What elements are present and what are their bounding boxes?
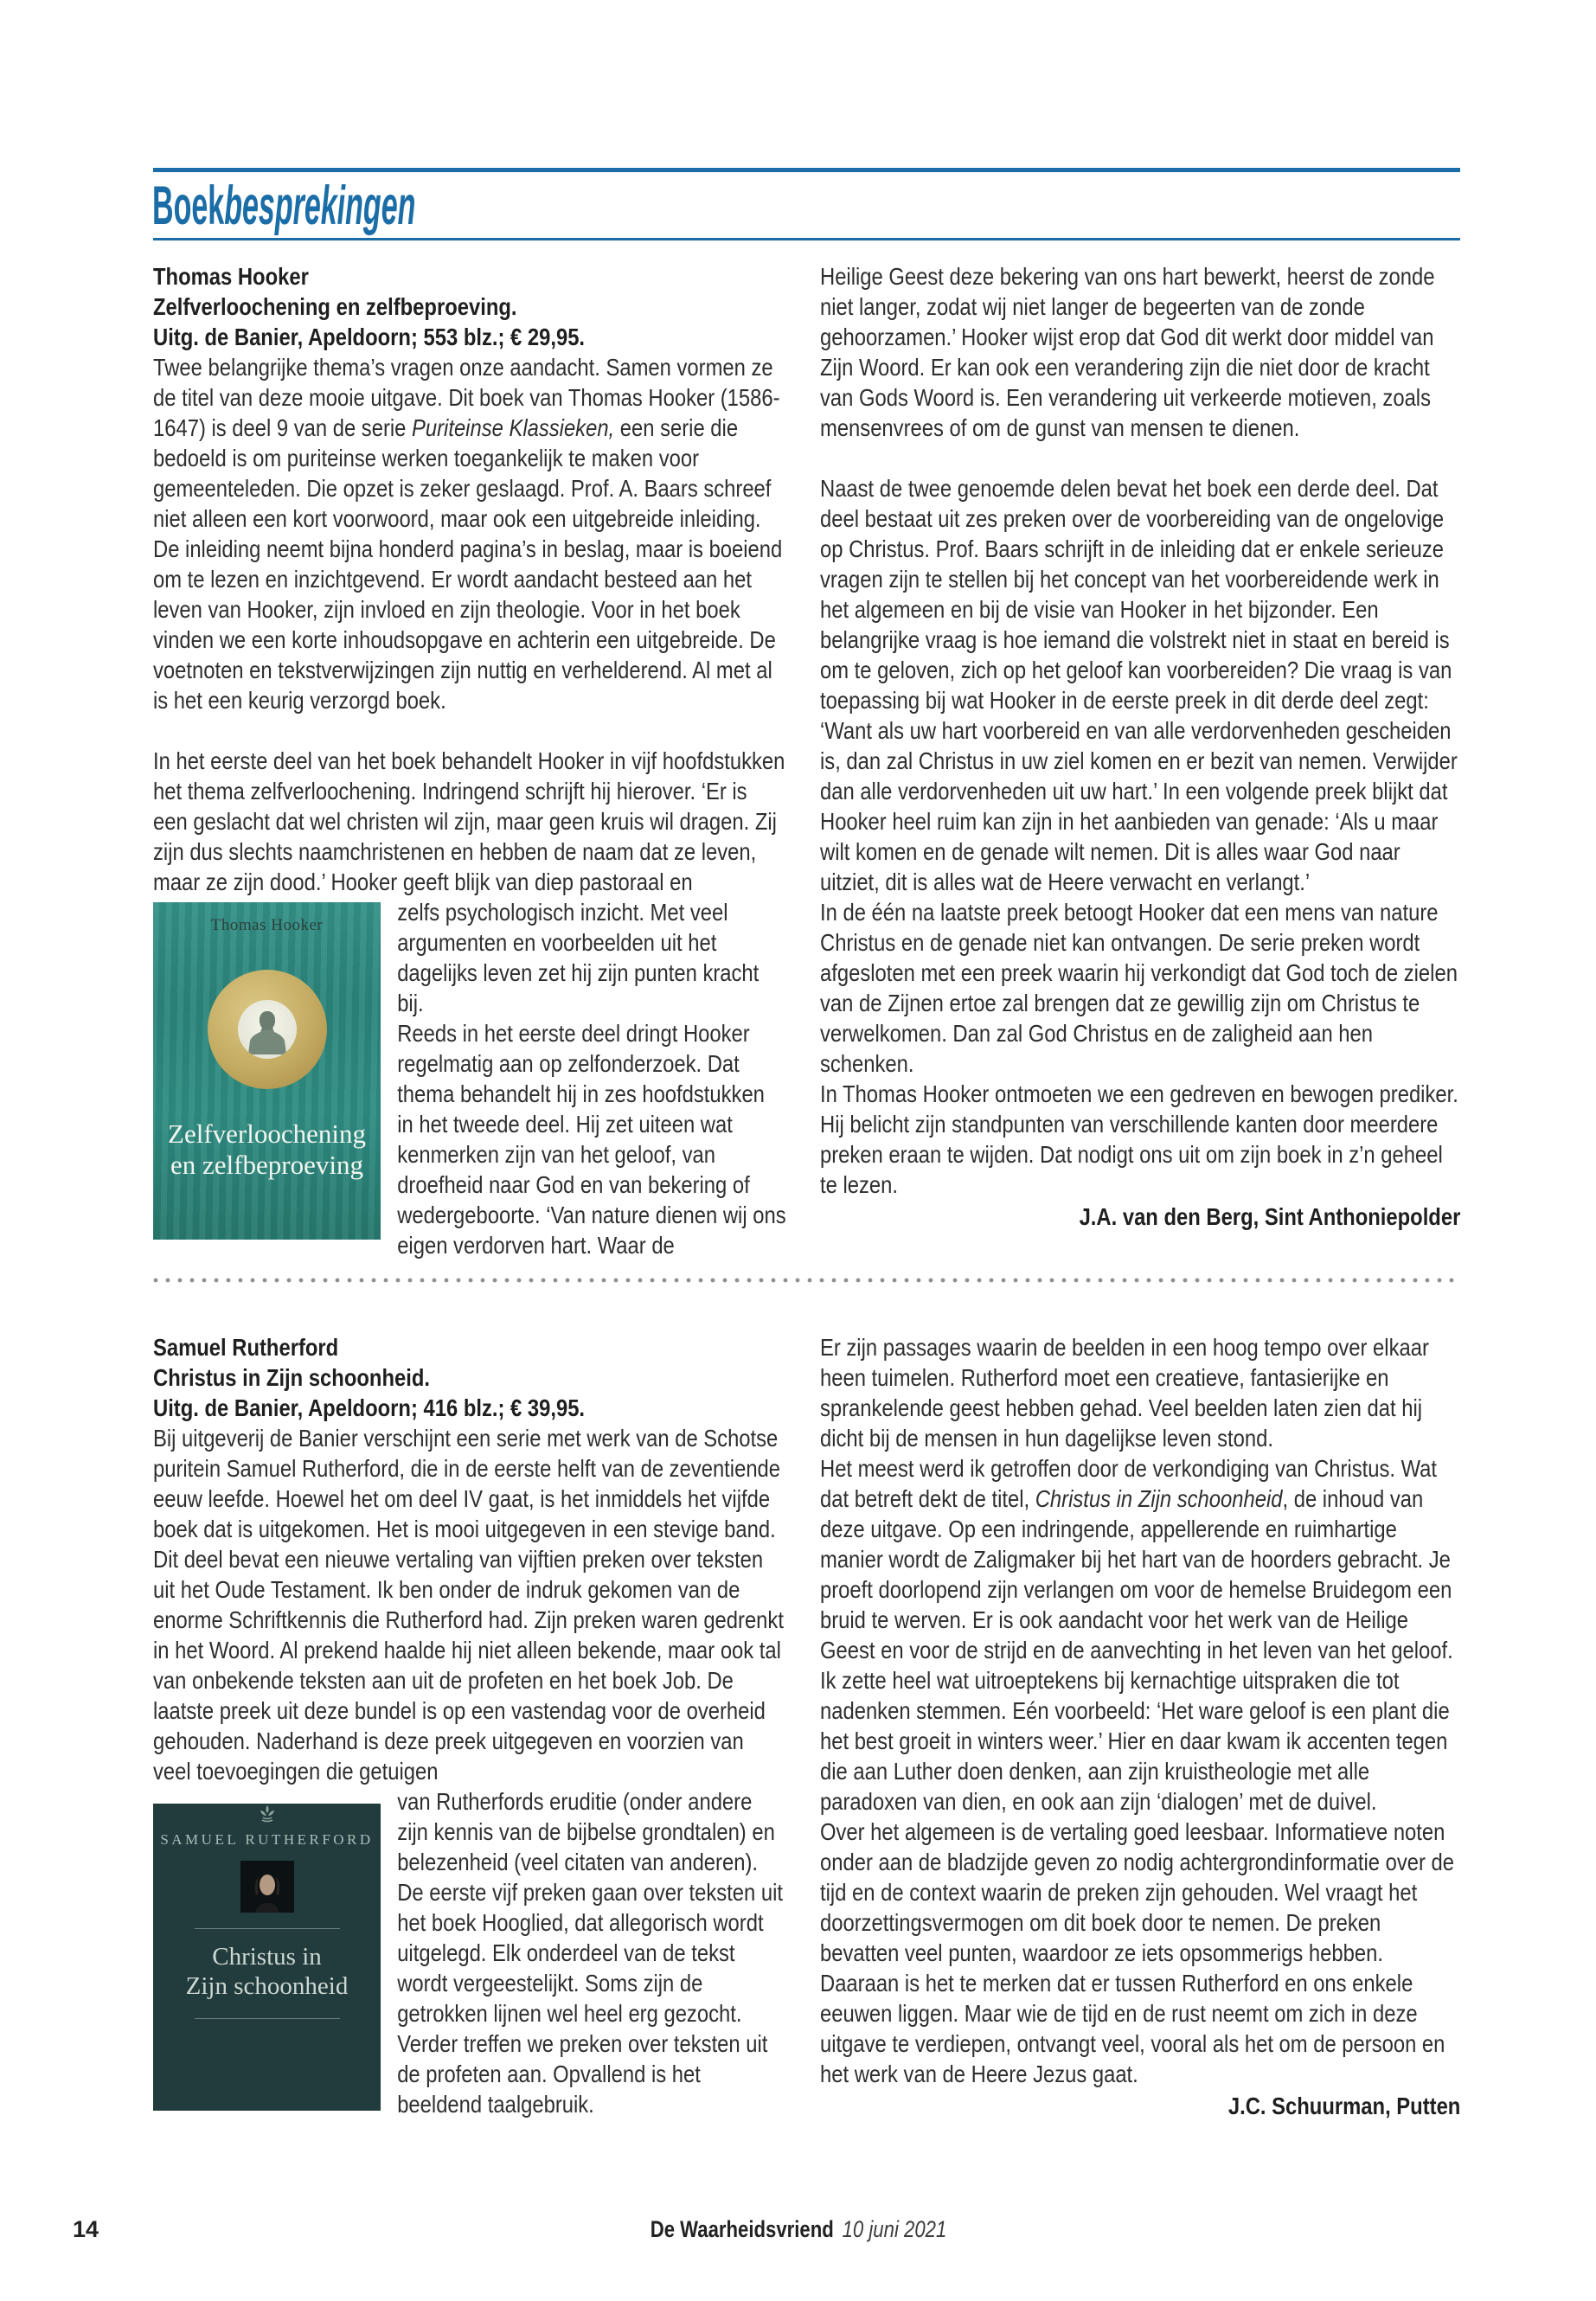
review-paragraph: Bij uitgeverij de Banier verschijnt een serie met werk van de Schotse puritein Samuel Rutherford, die in de eerste helft van de zeventiende eeuw leefde. Hoewel het om deel IV gaat, is het inmiddels het vijfde boek dat is uitgekomen. Het is mooi uitgegeven in een stevige band. Dit deel bevat een nieuwe vertaling van vijftien preken over teksten uit het Oude Testament. Ik ben onder de indruk gekomen van de enorme Schriftkennis die Rutherford had. Zijn preken waren gedrenkt in het Woord. Al prekend haalde hij niet alleen bekende, maar ook tal van onbekende teksten aan uit de profeten en het boek Job. De laatste preek uit deze bundel is op een vastendag voor de overheid gehouden. Naderhand is deze preek uitgegeven en voorzien van veel toevoegingen die getuigen bbox=[153, 1425, 784, 1785]
cover-title-line1: Zelfverloochening bbox=[168, 1118, 366, 1149]
review-signature: J.A. van den Berg, Sint Anthoniepolder bbox=[1079, 1203, 1461, 1230]
page-title-bold: Boek bbox=[152, 176, 225, 236]
review1-right-column bbox=[820, 261, 1460, 1232]
cover-title bbox=[153, 1942, 381, 2001]
cover-author-label: Thomas Hooker bbox=[210, 916, 324, 934]
author-name: Thomas Hooker bbox=[153, 263, 309, 290]
review-paragraph: Reeds in het eerste deel dringt Hooker regelmatig aan op zelfonderzoek. Dat thema behandelt hij in zes hoofdstukken in het tweede deel. Hij zet uiteen wat kenmerken zijn van het geloof, van droefheid naar God en van bekering of wedergeboorte. ‘Van nature dienen wij ons eigen verdorven hart. Waar de bbox=[397, 1020, 786, 1259]
page-title bbox=[152, 178, 415, 234]
review1-left-column bbox=[153, 261, 786, 1267]
review-paragraph: In het eerste deel van het boek behandelt Hooker in vijf hoofdstukken het thema zelfverloochening. Indringend schrijft hij hierover. ‘Er is een geslacht dat wel christen wil zijn, maar geen kruis wil dragen. Zij zijn dus slechts naamchristenen en hebben de naam dat ze leven, maar ze zijn dood.’ Hooker geeft blijk van diep pastoraal en bbox=[153, 747, 785, 895]
header-rule-bottom bbox=[153, 238, 1460, 240]
review2-right-column bbox=[820, 1332, 1460, 2121]
book-cover-samuel-rutherford bbox=[153, 1791, 378, 2155]
page-number: 14 bbox=[73, 2216, 99, 2242]
issue-date: 10 juni 2021 bbox=[842, 2216, 946, 2242]
magazine-name: De Waarheidsvriend bbox=[650, 2216, 834, 2242]
floral-ornament-icon bbox=[153, 1804, 381, 1824]
header-rule-top bbox=[153, 168, 1460, 172]
book-title: Zelfverloochening en zelfbeproeving. bbox=[153, 293, 517, 320]
review-paragraph: Heilige Geest deze bekering van ons hart bewerkt, heerst de zonde niet langer, zodat wij niet langer de begeerten van de zonde gehoorzamen.’ Hooker wijst erop dat God dit werkt door middel van Zijn Woord. Er kan ook een verandering zijn die niet door de kracht van Gods Woord is. Een verandering uit verkeerde motieven, zoals mensenvrees of om de gunst van mensen te dienen. bbox=[820, 263, 1435, 441]
dotted-divider bbox=[153, 1278, 1460, 1283]
review2-left-column bbox=[153, 1332, 786, 2162]
gold-ring bbox=[208, 970, 327, 1089]
publisher-info: Uitg. de Banier, Apeldoorn; 553 blz.; € 29,95. bbox=[153, 324, 586, 350]
page-title-italic: besprekingen bbox=[224, 176, 416, 236]
book-cover-thomas-hooker bbox=[153, 902, 378, 1260]
cover-title-line2: Zijn schoonheid bbox=[185, 1972, 349, 2000]
author-name: Samuel Rutherford bbox=[153, 1334, 339, 1361]
review-paragraph: Over het algemeen is de vertaling goed leesbaar. Informatieve noten onder aan de bladzijde geven zo nodig achtergrondinformatie over de tijd en de context waarin de preken zijn gehouden. Wel vraagt het doorzettingsvermogen om dit boek door te nemen. De preken bevatten veel punten, waardoor ze iets opsommerigs hebben. Daaraan is het te merken dat er tussen Rutherford en ons enkele eeuwen liggen. Maar wie de tijd en de rust neemt om zich in deze uitgave te verdiepen, ontvangt veel, vooral als het om de persoon en het werk van de Heere Jezus gaat. bbox=[820, 1818, 1455, 2087]
review-paragraph: zelfs psychologisch inzicht. Met veel argumenten en voorbeelden uit het dagelijks leven zet hij zijn punten kracht bij. bbox=[397, 899, 760, 1016]
publisher-info: Uitg. de Banier, Apeldoorn; 416 blz.; € 39,95. bbox=[153, 1394, 586, 1421]
review-paragraph: Ik zette heel wat uitroeptekens bij kernachtige uitspraken die tot nadenken stemmen. Eén voorbeeld: ‘Het ware geloof is een plant die het best groeit in winters weer.’ Hier en daar kwam ik accenten tegen die aan Luther doen denken, aan zijn kruistheologie met alle paradoxen van dien, en ook aan zijn ‘dialogen’ met de duivel. bbox=[820, 1667, 1450, 1815]
cover-title-line2: en zelfbeproeving bbox=[170, 1150, 363, 1180]
portrait-medallion bbox=[238, 1000, 297, 1059]
review-signature: J.C. Schuurman, Putten bbox=[1227, 2093, 1461, 2119]
review-paragraph: Het meest werd ik getroffen door de verkondiging van Christus. Wat dat betreft dekt de titel, Christus in Zijn schoonheid, de inhoud van deze uitgave. Op een indringende, appellerende en ruimhartige manier wordt de Zaligmaker bij het hart van de hoorders gebracht. Je proeft doorlopend zijn verlangen om voor de hemelse Bruidegom een bruid te werven. Er is ook aandacht voor het werk van de Heilige Geest en voor de strijd en de aanvechting in het leven van het geloof. bbox=[820, 1455, 1453, 1663]
review-paragraph: De eerste vijf preken gaan over teksten uit het boek Hooglied, dat allegorisch wordt uitgelegd. Elk onderdeel van de tekst wordt vergeestelijkt. Soms zijn de getrokken lijnen wel heel erg gezocht. Verder treffen we preken over teksten uit de profeten aan. Opvallend is het beeldend taalgebruik. bbox=[397, 1879, 784, 2118]
divider-line bbox=[195, 2018, 340, 2019]
book-title: Christus in Zijn schoonheid. bbox=[153, 1364, 430, 1391]
review-paragraph: Naast de twee genoemde delen bevat het boek een derde deel. Dat deel bestaat uit zes preken over de voorbereiding van de ongelovige op Christus. Prof. Baars schrijft in de inleiding dat er enkele serieuze vragen zijn te stellen bij het concept van het voorbereidende werk in het algemeen en bij de visie van Hooker in het bijzonder. Een belangrijke vraag is hoe iemand die volstrekt niet in staat en bereid is om te geloven, zich op het geloof kan voorbereiden? Die vraag is van toepassing bij wat Hooker in de eerste preek in dit derde deel zegt: ‘Want als uw hart voorbereid en van alle verdorvenheden gescheiden is, dan zal Christus in uw ziel komen en er bezit van nemen. Verwijder dan alle verdorvenheden uit uw hart.’ In een volgende preek blijkt dat Hooker heel ruim kan zijn in het aanbieden van genade: ‘Als u maar wilt komen en de genade wilt nemen. Dit is alles waar God naar uitziet, dit is alles wat de Heere verwacht en verlangt.’ bbox=[820, 475, 1458, 895]
cover-title bbox=[153, 1118, 381, 1181]
divider-line bbox=[195, 1928, 340, 1929]
bust-sculpture-icon bbox=[248, 1009, 286, 1059]
cover-author-label: SAMUEL RUTHERFORD bbox=[160, 1831, 374, 1848]
review-paragraph: Er zijn passages waarin de beelden in een hoog tempo over elkaar heen tuimelen. Rutherford moet een creatieve, fantasierijke en sprankelende geest hebben gehad. Veel beelden laten zien dat hij dicht bij de mensen in hun dagelijkse leven stond. bbox=[820, 1334, 1429, 1452]
cover-title-line1: Christus in bbox=[212, 1943, 322, 1971]
footer bbox=[650, 2216, 946, 2243]
review-paragraph: Twee belangrijke thema’s vragen onze aandacht. Samen vormen ze de titel van deze mooie uitgave. Dit boek van Thomas Hooker (1586-1647) is deel 9 van de serie Puriteinse Klassieken, een serie die bedoeld is om puriteinse werken toegankelijk te maken voor gemeenteleden. Die opzet is zeker geslaagd. Prof. A. Baars schreef niet alleen een kort voorwoord, maar ook een uitgebreide inleiding. De inleiding neemt bijna honderd pagina’s in beslag, maar is boeiend om te lezen en inzichtgevend. Er wordt aandacht besteed aan het leven van Hooker, zijn invloed en zijn theologie. Voor in het boek vinden we een korte inhoudsopgave en achterin een uitgebreide. De voetnoten en tekstverwijzingen zijn nuttig en verhelderend. Al met al is het een keurig verzorgd boek. bbox=[153, 354, 783, 714]
review-paragraph: In de één na laatste preek betoogt Hooker dat een mens van nature Christus en de genade niet kan ontvangen. De serie preken wordt afgesloten met een preek waarin hij verkondigt dat God toch de zielen van de Zijnen ertoe zal brengen dat ze gewillig zijn om Christus te verwelkomen. Dan zal God Christus en de zaligheid aan hen schenken. bbox=[820, 899, 1458, 1077]
review-paragraph: In Thomas Hooker ontmoeten we een gedreven en bewogen prediker. Hij belicht zijn standpunten van verschillende kanten door meerdere preken eraan te wijden. Dat nodigt ons uit om zijn boek in z’n geheel te lezen. bbox=[820, 1080, 1458, 1198]
portrait-image bbox=[240, 1861, 294, 1913]
review-paragraph: van Rutherfords eruditie (onder andere zijn kennis van de bijbelse grondtalen) en belezenheid (veel citaten van anderen). bbox=[397, 1788, 775, 1875]
